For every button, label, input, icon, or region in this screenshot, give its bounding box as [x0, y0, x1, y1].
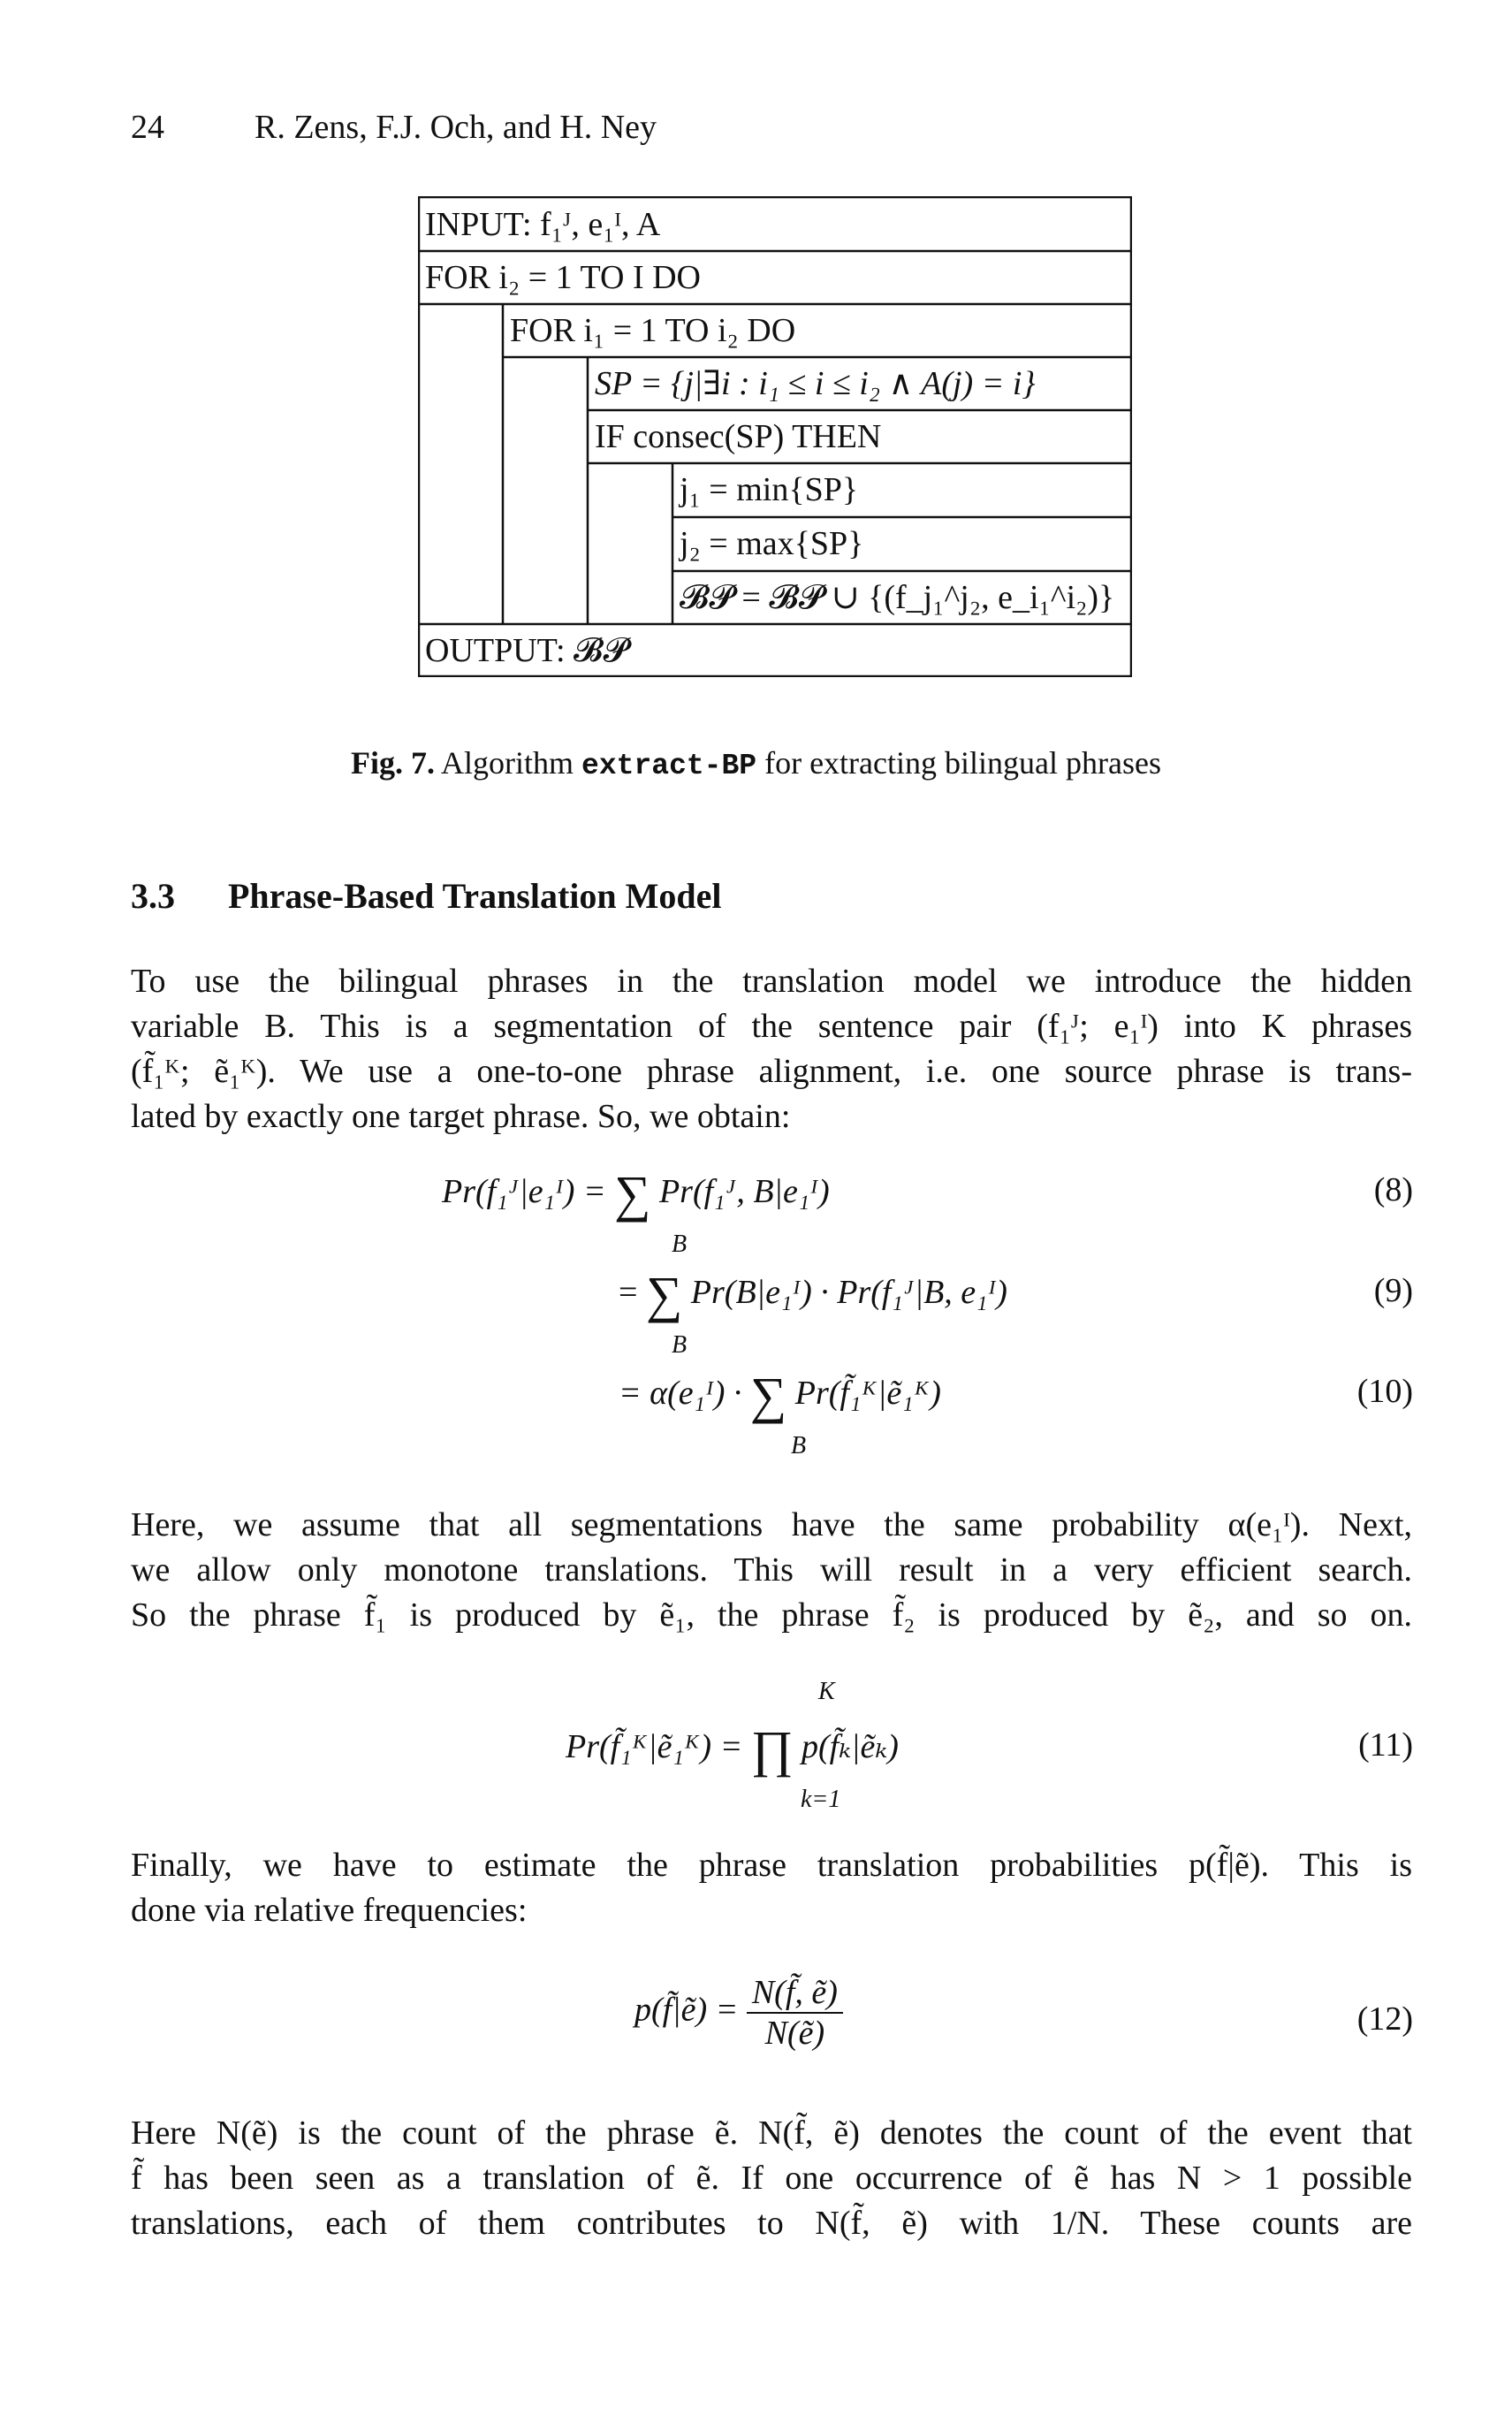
eq8-rhs: Pr(f₁ᴶ, B|e₁ᴵ)	[658, 1173, 830, 1210]
algo-bp-update: 𝓑𝓟 = 𝓑𝓟 ∪ {(f_j₁^j₂, e_i₁^i₂)}	[680, 579, 1115, 616]
caption-pre: Algorithm	[441, 745, 574, 781]
eq8-sum: ∑	[614, 1165, 651, 1223]
equation-8	[442, 1165, 830, 1223]
eq9-sum-subscript: B	[672, 1331, 688, 1359]
algo-output: OUTPUT: 𝓑𝓟	[425, 632, 627, 669]
eq10-lhs: = α(e₁ᴵ) ·	[619, 1375, 742, 1412]
algo-j2: j₂ = max{SP}	[680, 525, 864, 562]
eq12-fraction	[747, 1973, 843, 2053]
caption-label: Fig. 7.	[351, 745, 436, 781]
eq8-number: (8)	[1373, 1171, 1413, 1208]
figure-caption	[0, 744, 1512, 782]
text-line: Finally, we have to estimate the phrase translation probabilities p(f̃|ẽ). This is	[131, 1847, 1412, 1884]
text-line: (f̃₁ᴷ; ẽ₁ᴷ). We use a one-to-one phrase alignment, i.e. one source phrase is trans-	[131, 1053, 1412, 1090]
eq9-lhs: =	[619, 1274, 638, 1311]
authors: R. Zens, F.J. Och, and H. Ney	[255, 109, 657, 146]
eq11-prod: ∏	[750, 1720, 794, 1778]
eq9-sum: ∑	[645, 1266, 683, 1323]
section-heading	[131, 875, 722, 917]
eq10-number: (10)	[1356, 1373, 1413, 1410]
algorithm-figure	[418, 196, 1132, 677]
text-line: So the phrase f̃₁ is produced by ẽ₁, the phrase f̃₂ is produced by ẽ₂, and so on.	[131, 1596, 1412, 1634]
running-head	[131, 108, 657, 147]
text-line: f̃ has been seen as a translation of ẽ. If one occurrence of ẽ has N > 1 possible	[131, 2160, 1412, 2197]
text-line: Here N(ẽ) is the count of the phrase ẽ. N(f̃, ẽ) denotes the count of the event that	[131, 2114, 1412, 2152]
eq10-sum: ∑	[749, 1367, 787, 1424]
text-line: done via relative frequencies:	[131, 1892, 528, 1929]
eq9-rhs: Pr(B|e₁ᴵ) · Pr(f₁ᴶ|B, e₁ᴵ)	[690, 1274, 1007, 1311]
algo-if-consec: IF consec(SP) THEN	[595, 418, 882, 455]
eq12-number: (12)	[1356, 2000, 1413, 2038]
eq8-sum-subscript: B	[672, 1231, 688, 1258]
text-line: variable B. This is a segmentation of the sentence pair (f₁ᴶ; e₁ᴵ) into K phrases	[131, 1008, 1412, 1045]
eq11-number: (11)	[1358, 1726, 1413, 1764]
eq10-rhs: Pr(f̃₁ᴷ|ẽ₁ᴷ)	[794, 1375, 941, 1412]
equation-10	[619, 1367, 941, 1424]
text-line: we allow only monotone translations. This will result in a very efficient search.	[131, 1551, 1412, 1589]
text-line: To use the bilingual phrases in the translation model we introduce the hidden	[131, 963, 1412, 1000]
eq11-lhs: Pr(f̃₁ᴷ|ẽ₁ᴷ) =	[566, 1728, 743, 1765]
algo-input: INPUT: f₁ᴶ, e₁ᴵ, A	[425, 206, 661, 243]
page-number: 24	[131, 109, 164, 146]
eq8-lhs: Pr(f₁ᴶ|e₁ᴵ) =	[442, 1173, 606, 1210]
caption-code: extract-BP	[581, 750, 757, 782]
eq11-prod-superscript: K	[818, 1678, 835, 1705]
eq12-denominator: N(ẽ)	[764, 2015, 825, 2052]
algo-sp-definition: SP = {j|∃i : i₁ ≤ i ≤ i₂ ∧ A(j) = i}	[595, 365, 1036, 402]
algo-for-outer: FOR i₂ = 1 TO I DO	[425, 259, 701, 296]
eq9-number: (9)	[1373, 1272, 1413, 1309]
section-title: Phrase-Based Translation Model	[228, 876, 722, 916]
paragraph-3	[131, 1843, 1412, 1933]
eq12-lhs: p(f̃|ẽ) =	[634, 1991, 739, 2029]
caption-post: for extracting bilingual phrases	[764, 745, 1161, 781]
eq12-numerator: N(f̃, ẽ)	[747, 1973, 843, 2014]
equation-9	[619, 1266, 1007, 1323]
eq10-sum-subscript: B	[791, 1432, 807, 1459]
paragraph-4	[131, 2111, 1412, 2246]
paragraph-2	[131, 1503, 1412, 1638]
text-line: Here, we assume that all segmentations have the same probability α(e₁ᴵ). Next,	[131, 1506, 1412, 1543]
algo-j1: j₁ = min{SP}	[680, 471, 859, 508]
eq11-prod-subscript: k=1	[801, 1786, 841, 1813]
paragraph-1	[131, 959, 1412, 1139]
eq11-rhs: p(f̃ₖ|ẽₖ)	[801, 1728, 899, 1765]
equation-11	[566, 1720, 899, 1778]
text-line: lated by exactly one target phrase. So, we obtain:	[131, 1098, 791, 1135]
algo-for-inner: FOR i₁ = 1 TO i₂ DO	[510, 312, 796, 349]
text-line: translations, each of them contributes to N(f̃, ẽ) with 1/N. These counts are	[131, 2205, 1412, 2242]
equation-12	[634, 1973, 843, 2053]
section-number: 3.3	[131, 876, 175, 916]
